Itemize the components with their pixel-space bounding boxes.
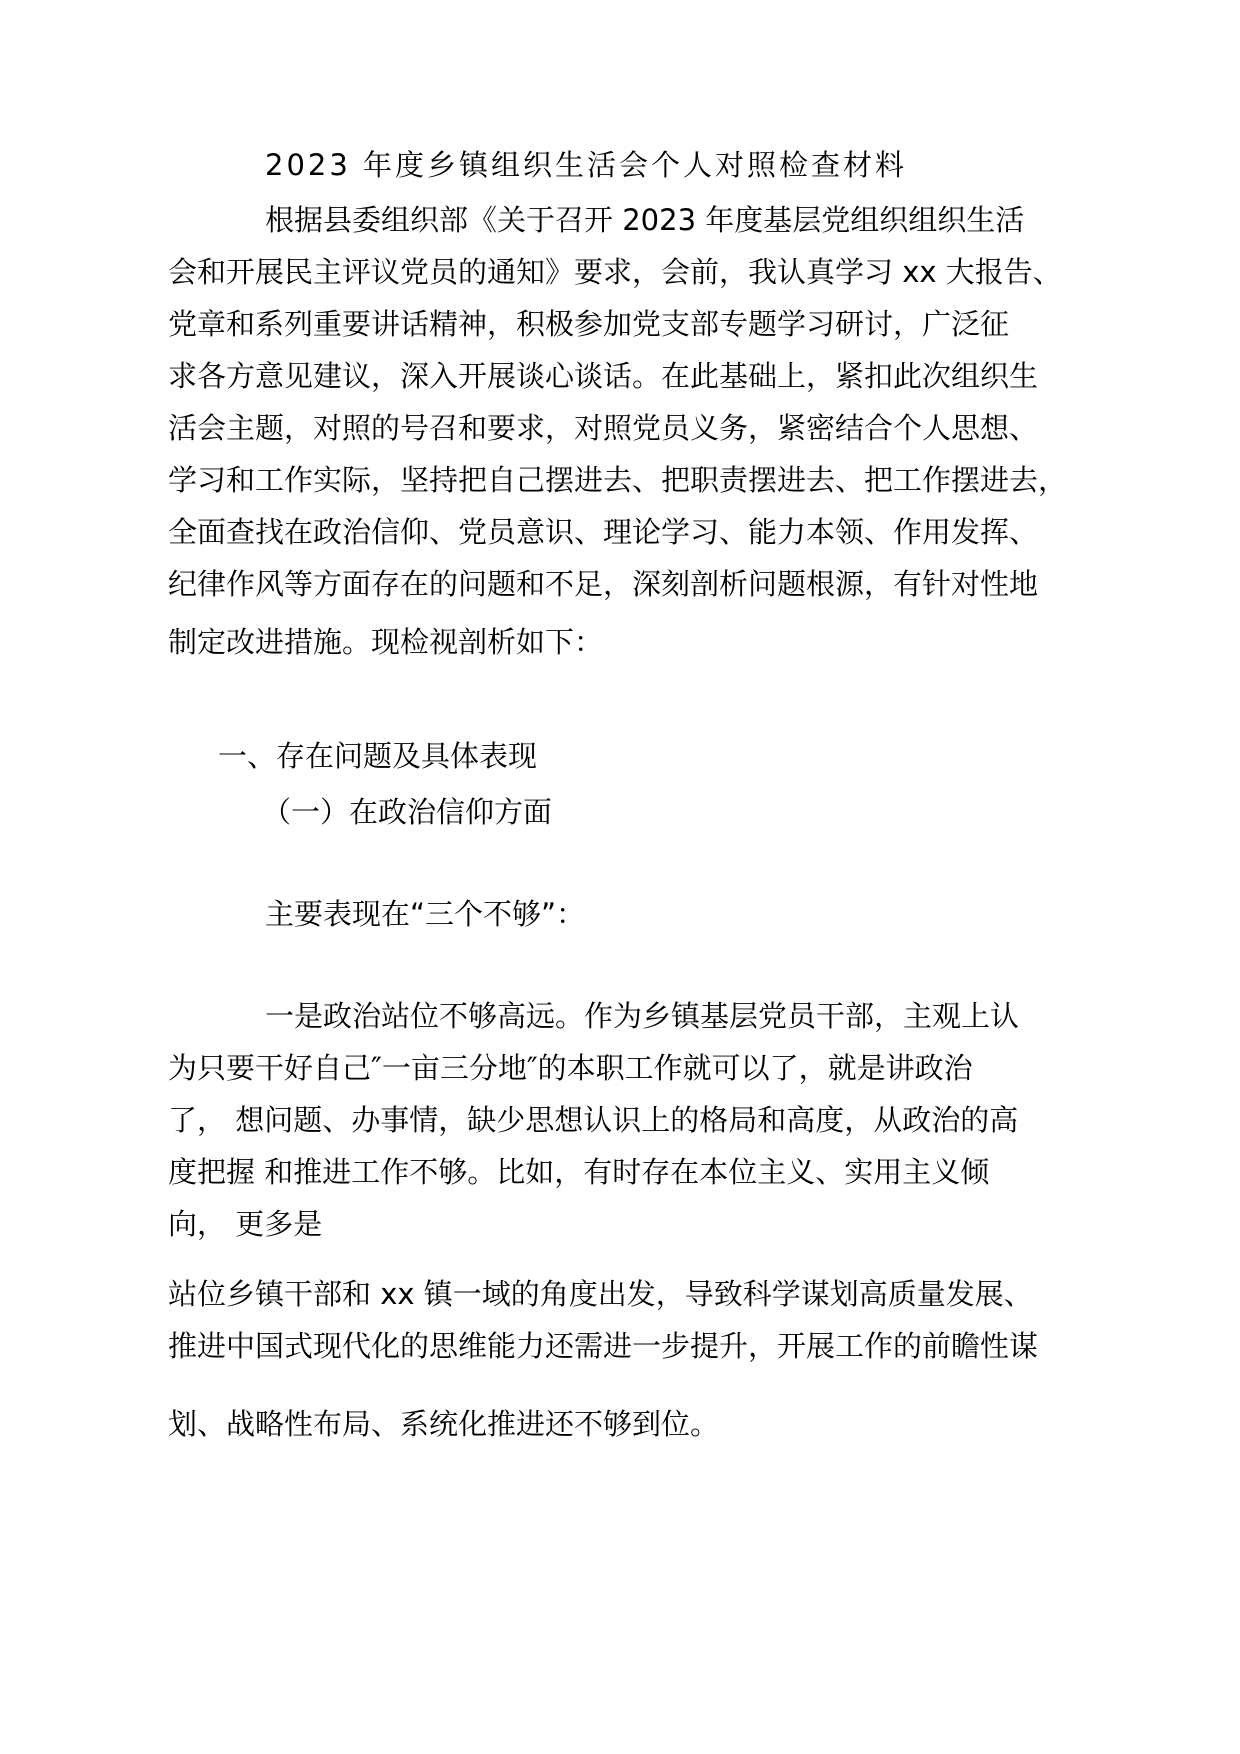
intro-line: 活会主题，对照的号召和要求，对照党员义务，紧密结合个人思想、 xyxy=(168,411,1039,445)
body-line: 度把握 和推进工作不够。比如，有时存在本位主义、实用主义倾 xyxy=(168,1155,990,1189)
body-line: 推进中国式现代化的思维能力还需进一步提升，开展工作的前瞻性谋 xyxy=(168,1329,1039,1363)
body-line: 向， 更多是 xyxy=(168,1207,323,1241)
intro-line: 学习和工作实际，坚持把自己摆进去、把职责摆进去、把工作摆进去， xyxy=(168,463,1068,497)
intro-line: 根据县委组织部《关于召开 2023 年度基层党组织组织生活 xyxy=(265,203,1025,237)
intro-line: 制定改进措施。现检视剖析如下： xyxy=(168,625,604,659)
intro-line: 全面查找在政治信仰、党员意识、理论学习、能力本领、作用发挥、 xyxy=(168,515,1039,549)
section-heading: 一、存在问题及具体表现 xyxy=(218,739,538,773)
intro-line: 求各方意见建议，深入开展谈心谈话。在此基础上，紧扣此次组织生 xyxy=(168,359,1039,393)
body-line: 一是政治站位不够高远。作为乡镇基层党员干部，主观上认 xyxy=(265,999,1020,1033)
subsection-heading: （一）在政治信仰方面 xyxy=(262,795,553,829)
body-line: 划、战略性布局、系统化推进还不够到位。 xyxy=(168,1407,720,1441)
intro-line: 会和开展民主评议党员的通知》要求，会前，我认真学习 xx 大报告、 xyxy=(168,255,1062,289)
body-line: 站位乡镇干部和 xx 镇一域的角度出发，导致科学谋划高质量发展、 xyxy=(168,1277,1033,1311)
body-line: 了， 想问题、办事情，缺少思想认识上的格局和高度，从政治的高 xyxy=(168,1103,1019,1137)
intro-line: 党章和系列重要讲话精神，积极参加党支部专题学习研讨，广泛征 xyxy=(168,307,1010,341)
body-line: 为只要干好自己″一亩三分地″的本职工作就可以了，就是讲政治 xyxy=(168,1051,973,1085)
intro-line: 纪律作风等方面存在的问题和不足，深刻剖析问题根源，有针对性地 xyxy=(168,567,1039,601)
document-title: 2023 年度乡镇组织生活会个人对照检查材料 xyxy=(265,148,908,182)
summary-line: 主要表现在“三个不够”： xyxy=(265,897,586,931)
